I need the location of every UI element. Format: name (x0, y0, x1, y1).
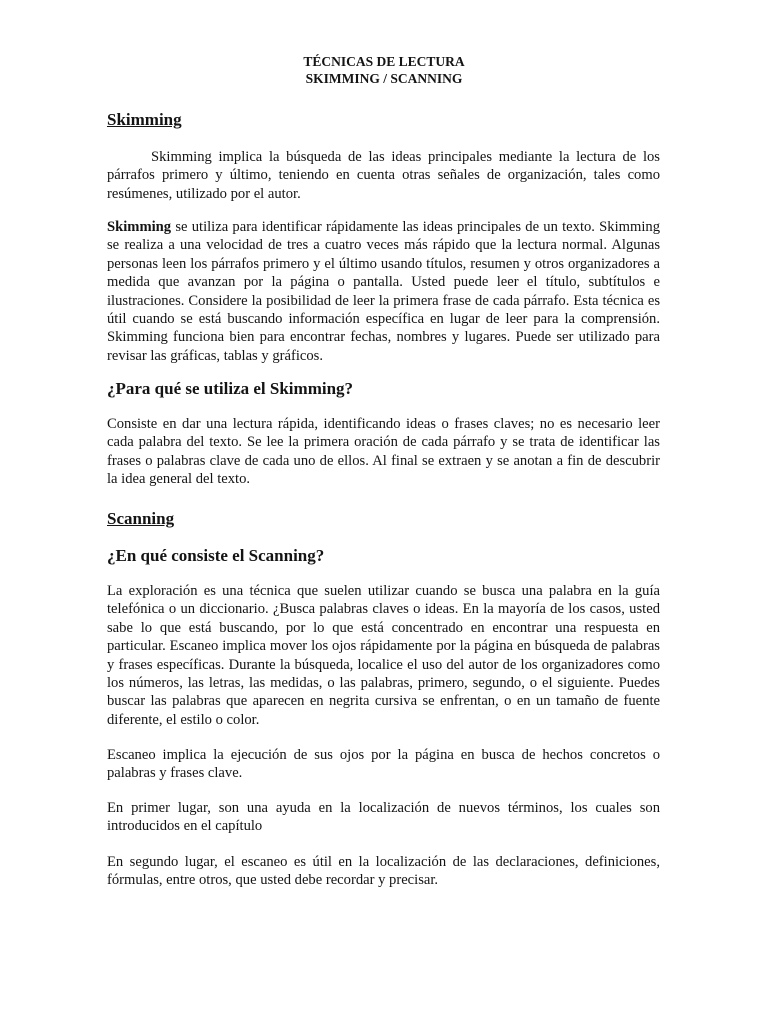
scanning-paragraph-4: En segundo lugar, el escaneo es útil en la localización de las declaraciones, definiciones, fórmulas, entre otros, que usted debe recordar y precisar. (107, 854, 660, 889)
scanning-paragraph-1: La exploración es una técnica que suelen utilizar cuando se busca una palabra en la guía telefónica o un diccionario. ¿Busca palabras claves o ideas. En la mayoría de los casos, usted sabe lo que está buscando, por lo que está concentrado en encontrar una respuesta en particular. Escaneo implica mover los ojos rápidamente por la página en búsqueda de palabras y frases específicas. Durante la búsqueda, localice el uso del autor de los organizadores como los números, las letras, las medidas, o las palabras, primero, segundo, o el siguiente. Puedes buscar las palabras que aparecen en negrita cursiva se enfrentan, o en un tamaño de fuente diferente, el estilo o color. (107, 583, 660, 728)
title-line-2: SKIMMING / SCANNING (305, 71, 463, 86)
scanning-paragraph-3: En primer lugar, son una ayuda en la localización de nuevos términos, los cuales son introducidos en el capítulo (107, 800, 660, 835)
skimming-description-text: se utiliza para identificar rápidamente las ideas principales de un texto. Skimming se realiza a una velocidad de tres a cuatro veces más rápido que la lectura normal. Algunas personas leen los párrafos primero y el último usando títulos, resumen y otros organizadores a medida que avanzan por la página o pantalla. Usted puede leer el título, subtítulos e ilustraciones. Considere la posibilidad de leer la primera frase de cada párrafo. Esta técnica es útil cuando se está buscando información específica en lugar de leer para la comprensión. Skimming funciona bien para encontrar fechas, nombres y lugares. Puede ser utilizado para revisar las gráficas, tablas y gráficos. (107, 219, 660, 364)
question-skimming-use: ¿Para qué se utiliza el Skimming? (107, 379, 354, 398)
document-title (0, 53, 768, 87)
title-line-1: TÉCNICAS DE LECTURA (303, 54, 465, 69)
heading-scanning: Scanning (107, 509, 175, 528)
skimming-answer-paragraph: Consiste en dar una lectura rápida, identificando ideas o frases claves; no es necesario leer cada palabra del texto. Se lee la primera oración de cada párrafo y se trata de identificar las frases o palabras clave de cada uno de ellos. Al final se extraen y se anotan a fin de descubrir la idea general del texto. (107, 416, 660, 488)
heading-skimming: Skimming (107, 110, 182, 129)
skimming-intro-paragraph: Skimming implica la búsqueda de las ideas principales mediante la lectura de los párrafos primero y último, teniendo en cuenta otras señales de organización, tales como resúmenes, utilizado por el autor. (107, 149, 660, 202)
skimming-description-paragraph (107, 218, 660, 365)
question-scanning: ¿En qué consiste el Scanning? (107, 546, 325, 565)
skimming-lead-term: Skimming (107, 219, 172, 235)
scanning-paragraph-2: Escaneo implica la ejecución de sus ojos por la página en busca de hechos concretos o palabras y frases clave. (107, 747, 660, 782)
